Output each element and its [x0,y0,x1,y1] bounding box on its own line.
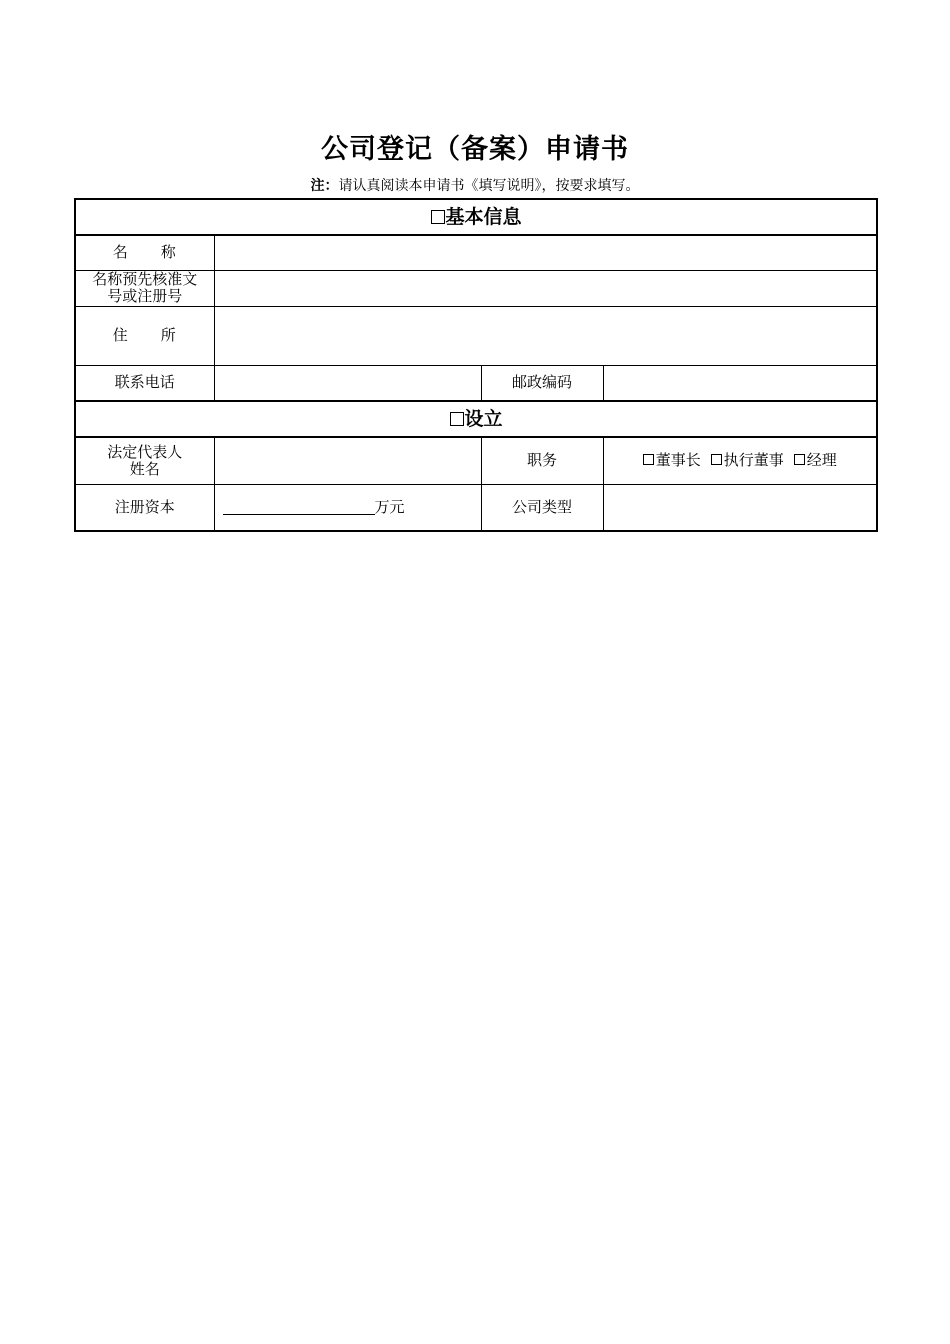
note-text: 请认真阅读本申请书《填写说明》，按要求填写。 [338,178,640,194]
row-company-name [75,235,877,270]
section-basic-info [75,199,877,235]
position-option-manager[interactable] [794,451,837,469]
address-field[interactable] [214,306,877,365]
postcode-field[interactable] [603,365,877,401]
section-basic-info-title: 基本信息 [445,205,522,228]
registered-capital-unit: 万元 [374,498,405,517]
preapproval-number-label-line1: 名称预先核准文 [92,270,198,288]
legal-rep-label-line1: 法定代表人 [107,442,183,461]
row-address [75,306,877,365]
row-phone-postcode [75,365,877,401]
registered-capital-input[interactable] [223,498,375,515]
section-establishment-title: 设立 [464,407,503,430]
company-name-field[interactable] [214,235,877,270]
executive-director-checkbox[interactable] [711,454,722,465]
registration-form-table [74,198,878,532]
postcode-label: 邮政编码 [481,365,603,401]
row-preapproval-number [75,270,877,306]
section-basic-info-header[interactable] [75,199,877,235]
legal-rep-label [75,437,214,484]
position-option-chairman[interactable] [643,451,701,469]
company-type-field[interactable] [603,484,877,531]
section-basic-info-checkbox[interactable] [431,210,445,224]
phone-field[interactable] [214,365,481,401]
manager-checkbox[interactable] [794,454,805,465]
address-label: 住 所 [75,306,214,365]
manager-label: 经理 [806,451,837,470]
legal-rep-label-line2: 姓名 [129,459,160,478]
section-establishment [75,401,877,437]
preapproval-number-field[interactable] [214,270,877,306]
fill-instruction-note [0,176,950,196]
chairman-label: 董事长 [655,451,701,470]
section-establishment-checkbox[interactable] [450,412,464,426]
chairman-checkbox[interactable] [643,454,654,465]
legal-rep-name-field[interactable] [214,437,481,484]
section-establishment-header[interactable] [75,401,877,437]
company-name-label: 名 称 [75,235,214,270]
registered-capital-label: 注册资本 [75,484,214,531]
position-options [603,437,877,484]
page-title: 公司登记（备案）申请书 [321,134,629,165]
position-label: 职务 [481,437,603,484]
preapproval-number-label [75,270,214,306]
note-label: 注： [310,178,339,194]
phone-label: 联系电话 [75,365,214,401]
row-capital-company-type [75,484,877,531]
preapproval-number-label-line2: 号或注册号 [107,287,183,305]
position-option-executive-director[interactable] [711,451,784,469]
company-type-label: 公司类型 [481,484,603,531]
executive-director-label: 执行董事 [723,451,784,470]
registered-capital-cell [214,484,481,531]
row-legal-representative [75,437,877,484]
